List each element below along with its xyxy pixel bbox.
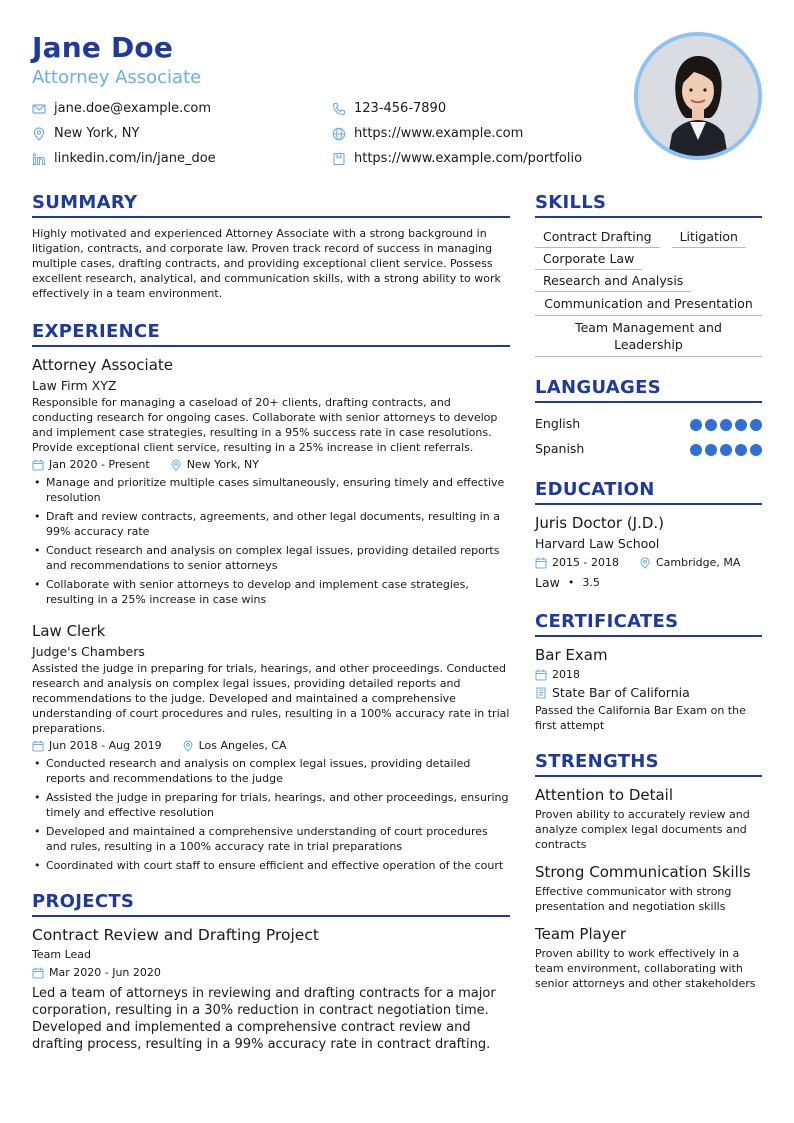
candidate-name: Jane Doe [32, 31, 174, 64]
summary-heading: SUMMARY [32, 190, 510, 218]
school-name: Harvard Law School [535, 536, 660, 551]
strength-description: Effective communicator with strong presentation and negotiation skills [535, 885, 732, 913]
job-bullets [32, 475, 510, 607]
job-bullet: • Conduct research and analysis on complex legal issues, providing detailed reports and recommendations to senior attorneys [32, 543, 510, 573]
certificates-heading: CERTIFICATES [535, 609, 762, 637]
education-dates: 2015 - 2018 [552, 556, 619, 569]
calendar-icon [32, 740, 44, 752]
job-meta [32, 738, 510, 754]
strength-description: Proven ability to work effectively in a team environment, collaborating with senior attorneys and other stakeholders [535, 947, 756, 990]
job-company: Judge's Chambers [32, 644, 145, 659]
skill-tag: Team Management and Leadership [535, 316, 762, 357]
job-bullet: • Conducted research and analysis on complex legal issues, providing detailed reports and recommendations to the judge [32, 756, 510, 786]
project-role: Team Lead [32, 948, 91, 961]
language-proficiency-dots [687, 436, 762, 461]
strength-item [535, 862, 762, 914]
contact-email[interactable] [32, 100, 211, 118]
separator-dot: • [567, 576, 575, 589]
strength-item [535, 924, 762, 991]
skill-tag: Corporate Law [535, 248, 642, 270]
linkedin-text: linkedin.com/in/jane_doe [54, 151, 216, 166]
project-description: Led a team of attorneys in reviewing and drafting contracts for a major corporation, resulting in a 30% reduction in contract negotiation time. Developed and implemented a comprehensive contract review and drafting process, resulting in a 99% accuracy rate in contract drafting. [32, 986, 496, 1052]
project-dates: Mar 2020 - Jun 2020 [49, 966, 161, 979]
experience-item [32, 621, 510, 873]
job-meta [32, 457, 510, 473]
profile-photo [634, 32, 762, 160]
education-gpa: 3.5 [582, 576, 600, 589]
phone-text: 123-456-7890 [354, 101, 447, 116]
strengths-section [535, 749, 762, 991]
experience-section [32, 319, 510, 873]
language-proficiency-dots [687, 411, 762, 436]
calendar-icon [535, 557, 547, 569]
location-pin-icon [639, 557, 651, 569]
contact-portfolio[interactable] [332, 150, 582, 168]
job-bullet: • Collaborate with senior attorneys to develop and implement case strategies, resulting in a 25% increase in case wins [32, 577, 510, 607]
calendar-icon [535, 669, 547, 681]
certificates-section [535, 609, 762, 733]
job-location: Los Angeles, CA [198, 739, 287, 752]
calendar-icon [32, 967, 44, 979]
job-description: Responsible for managing a caseload of 20+ clients, drafting contracts, and conducting research for ongoing cases. Collaborate with senior attorneys to develop and implement case strategies, resulting in a 95% success rate in case resolutions. Provide exceptional client service, resulting in a 25% increase in client referrals. [32, 396, 498, 454]
skills-list [535, 226, 762, 357]
envelope-icon [32, 102, 46, 116]
location-text: New York, NY [54, 126, 140, 141]
certificate-issuer: State Bar of California [552, 685, 690, 700]
education-field: Law [535, 575, 560, 590]
education-field-gpa [535, 573, 762, 593]
portfolio-icon [332, 152, 346, 166]
globe-icon [332, 127, 346, 141]
certificate-name: Bar Exam [535, 646, 608, 664]
certificate-description: Passed the California Bar Exam on the first attempt [535, 704, 746, 732]
contact-linkedin[interactable] [32, 150, 216, 168]
summary-section [32, 190, 510, 301]
strength-title: Strong Communication Skills [535, 863, 751, 881]
language-name: Spanish [535, 441, 585, 456]
skill-tag: Litigation [672, 226, 746, 248]
resume-header [32, 30, 772, 180]
email-text: jane.doe@example.com [54, 101, 212, 116]
location-pin-icon [32, 127, 46, 141]
building-icon [535, 687, 547, 699]
strength-title: Attention to Detail [535, 786, 674, 804]
projects-section [32, 889, 510, 1053]
project-meta [32, 965, 510, 981]
language-name: English [535, 416, 581, 431]
job-description: Assisted the judge in preparing for trials, hearings, and other proceedings. Conducted research and analysis on complex legal issues, providing detailed reports and recommendations to the judge. Developed and maintained a comprehensive understanding of court procedures and rules, resulting in a 100% accuracy rate in trial preparations. [32, 662, 510, 735]
profile-avatar-icon [638, 36, 758, 156]
job-bullet: • Manage and prioritize multiple cases simultaneously, ensuring timely and effective resolution [32, 475, 510, 505]
strengths-heading: STRENGTHS [535, 749, 762, 777]
calendar-icon [32, 459, 44, 471]
contact-phone[interactable] [332, 100, 446, 118]
strength-item [535, 785, 762, 852]
education-heading: EDUCATION [535, 477, 762, 505]
right-column [535, 190, 762, 991]
skill-tag: Research and Analysis [535, 270, 691, 292]
certificate-year: 2018 [552, 668, 580, 681]
skill-tag: Contract Drafting [535, 226, 660, 248]
education-location: Cambridge, MA [655, 556, 741, 569]
language-row [535, 411, 762, 436]
contact-location [32, 125, 139, 143]
linkedin-icon [32, 152, 46, 166]
job-bullet: • Draft and review contracts, agreements, and other legal documents, resulting in a 99% accuracy rate [32, 509, 510, 539]
project-name: Contract Review and Drafting Project [32, 926, 319, 944]
job-role: Law Clerk [32, 622, 106, 640]
website-text: https://www.example.com [354, 126, 524, 141]
degree-name: Juris Doctor (J.D.) [535, 514, 665, 532]
education-meta [535, 555, 762, 571]
job-dates: Jan 2020 - Present [49, 458, 150, 471]
projects-heading: PROJECTS [32, 889, 510, 917]
skills-heading: SKILLS [535, 190, 762, 218]
candidate-title: Attorney Associate [32, 67, 202, 88]
summary-text: Highly motivated and experienced Attorney Associate with a strong background in litigation, contracts, and corporate law. Proven track record of success in managing multiple cases, drafting contracts, and providing exceptional client service. Possess excellent research, analytical, and communication skills, with a strong ability to work effectively in a team environment. [32, 227, 501, 300]
experience-heading: EXPERIENCE [32, 319, 510, 347]
phone-icon [332, 102, 346, 116]
skills-section [535, 190, 762, 357]
contact-website[interactable] [332, 125, 523, 143]
location-pin-icon [182, 740, 194, 752]
location-pin-icon [170, 459, 182, 471]
job-bullet: • Developed and maintained a comprehensive understanding of court procedures and rules, resulting in a 100% accuracy rate in trial preparations [32, 824, 510, 854]
strength-description: Proven ability to accurately review and analyze complex legal documents and contracts [535, 808, 750, 851]
experience-item [32, 355, 510, 607]
certificate-issuer-row [535, 685, 762, 701]
languages-heading: LANGUAGES [535, 375, 762, 403]
job-location: New York, NY [186, 458, 259, 471]
job-role: Attorney Associate [32, 356, 174, 374]
strength-title: Team Player [535, 925, 627, 943]
job-bullets [32, 756, 510, 873]
skill-tag: Communication and Presentation [535, 292, 762, 316]
job-bullet: • Coordinated with court staff to ensure efficient and effective operation of the court [32, 858, 510, 873]
left-column [32, 190, 510, 1053]
job-bullet: • Assisted the judge in preparing for trials, hearings, and other proceedings, ensuring timely and effective resolution [32, 790, 510, 820]
certificate-year-row [535, 667, 762, 683]
languages-section [535, 375, 762, 461]
portfolio-text: https://www.example.com/portfolio [354, 151, 583, 166]
education-section [535, 477, 762, 593]
job-dates: Jun 2018 - Aug 2019 [49, 739, 162, 752]
job-company: Law Firm XYZ [32, 378, 117, 393]
language-row [535, 436, 762, 461]
